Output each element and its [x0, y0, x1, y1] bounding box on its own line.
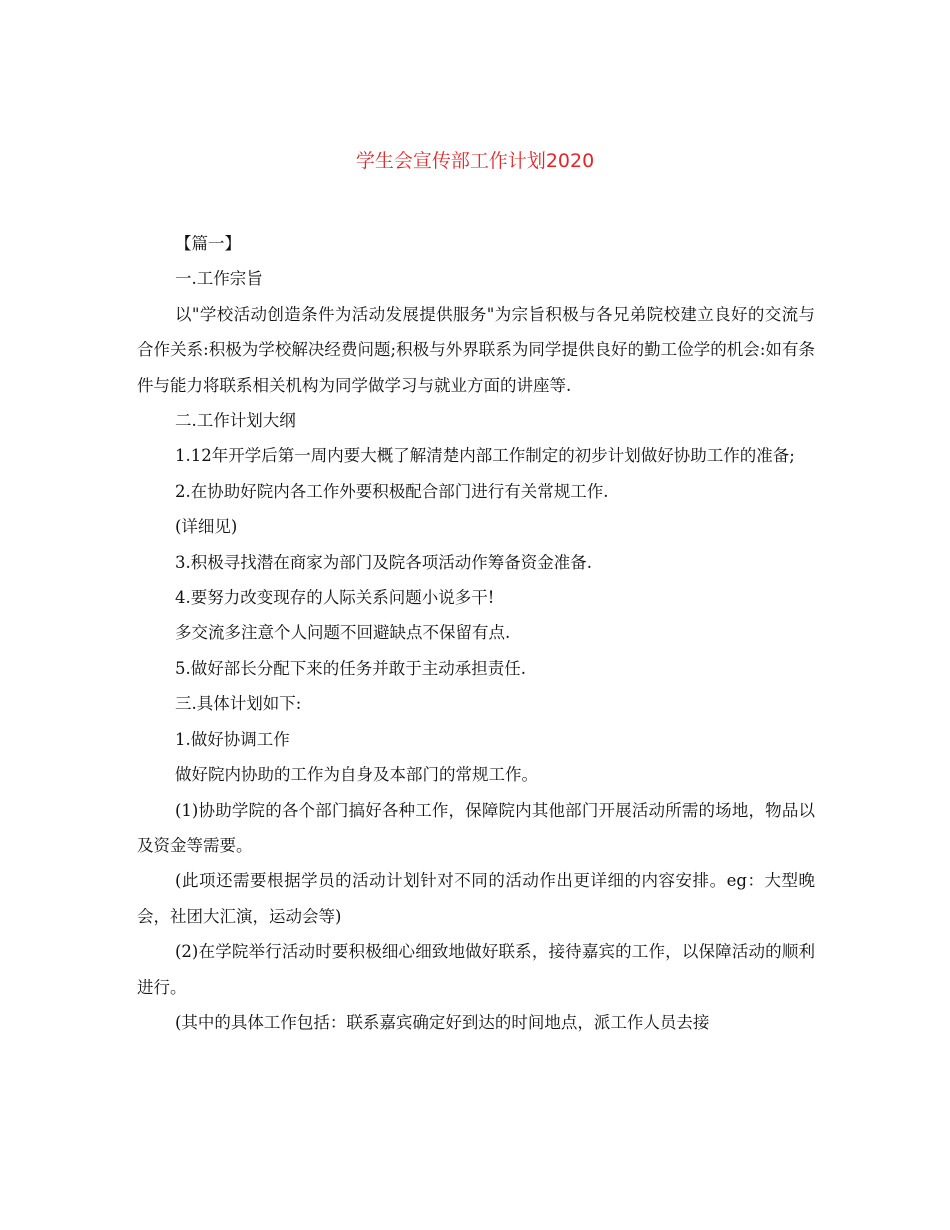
- plan-item-1-summary: 做好院内协助的工作为自身及本部门的常规工作。: [175, 765, 538, 785]
- document-title: 学生会宣传部工作计划2020: [355, 150, 595, 172]
- outline-item-5: 5.做好部长分配下来的任务并敢于主动承担责任.: [175, 658, 526, 678]
- section-heading-part-one: 【篇一】: [175, 234, 241, 253]
- plan-item-1-note-2: (其中的具体工作包括：联系嘉宾确定好到达的时间地点，派工作人员去接: [175, 1012, 710, 1032]
- section-heading-outline: 二.工作计划大纲: [175, 411, 296, 431]
- outline-note: (详细见): [175, 517, 238, 537]
- paragraph-purpose: 以"学校活动创造条件为活动发展提供服务"为宗旨积极与各兄弟院校建立良好的交流与合作关系:积极为学校解决经费问题;积极与外界联系为同学提供良好的勤工俭学的机会:如有条件与能力将联系相关机构为同学做学习与就业方面的讲座等.: [137, 304, 815, 395]
- document-body: [137, 226, 815, 1040]
- section-heading-purpose: 一.工作宗旨: [175, 269, 263, 289]
- plan-item-1-heading: 1.做好协调工作: [175, 729, 290, 749]
- outline-item-4: 4.要努力改变现存的人际关系问题小说多干!: [175, 588, 495, 608]
- plan-item-1-sub-1: (1)协助学院的各个部门搞好各种工作，保障院内其他部门开展活动所需的场地，物品以及资金等需要。: [137, 800, 815, 855]
- plan-item-1-note-1: (此项还需要根据学员的活动计划针对不同的活动作出更详细的内容安排。eg：大型晚会，社团大汇演，运动会等): [137, 871, 815, 926]
- outline-item-3: 3.积极寻找潜在商家为部门及院各项活动作筹备资金准备.: [175, 552, 592, 572]
- section-heading-detailed-plan: 三.具体计划如下:: [175, 694, 302, 714]
- outline-item-4-continued: 多交流多注意个人问题不回避缺点不保留有点.: [175, 623, 511, 643]
- outline-item-1: 1.12年开学后第一周内要大概了解清楚内部工作制定的初步计划做好协助工作的准备;: [175, 446, 795, 466]
- outline-item-2: 2.在协助好院内各工作外要积极配合部门进行有关常规工作.: [175, 481, 609, 501]
- plan-item-1-sub-2: (2)在学院举行活动时要积极细心细致地做好联系，接待嘉宾的工作，以保障活动的顺利进行。: [137, 942, 815, 997]
